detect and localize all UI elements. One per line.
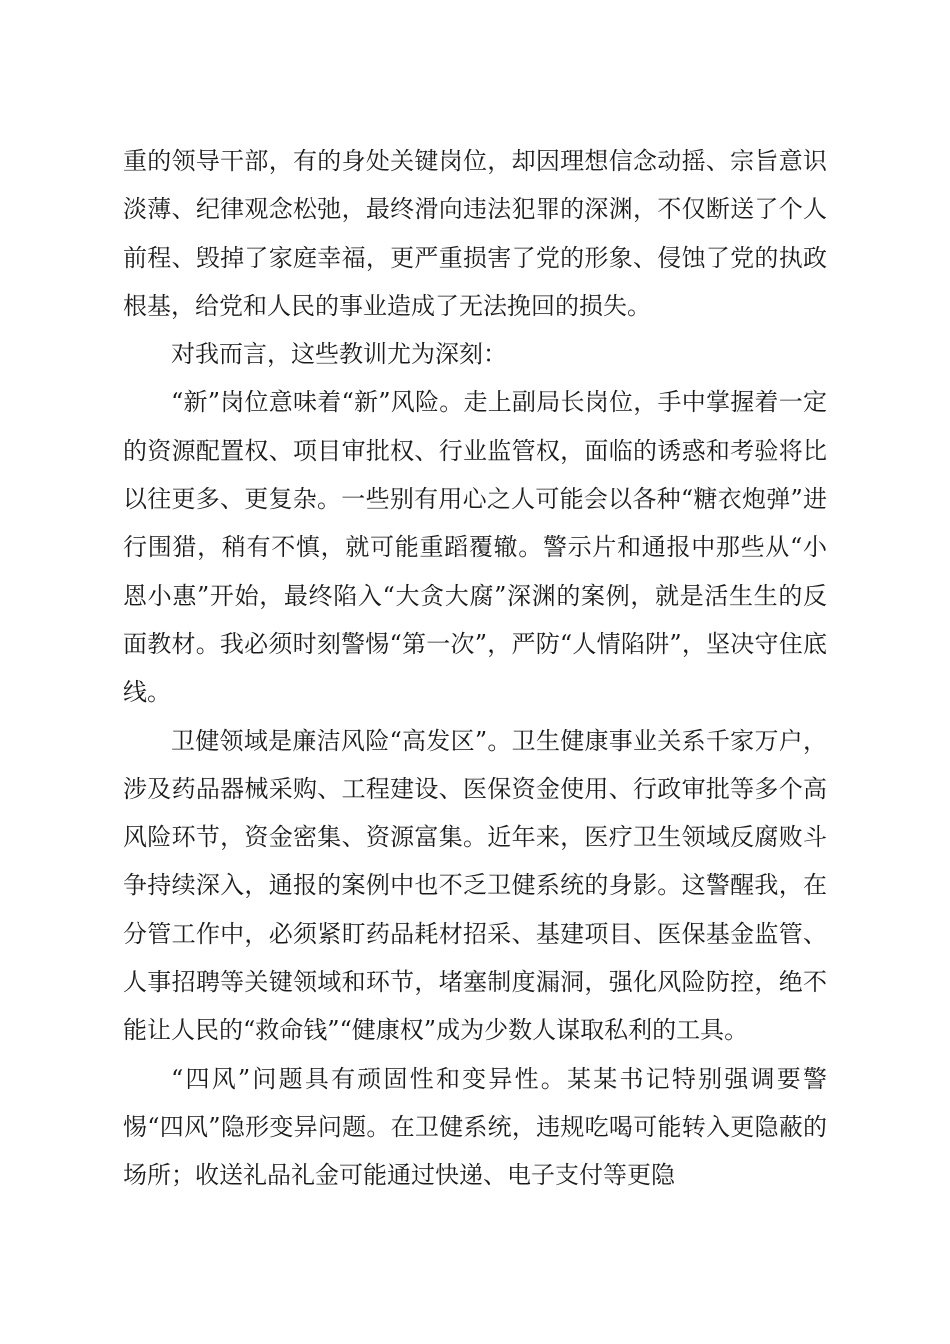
paragraph-lessons-intro: 对我而言，这些教训尤为深刻： <box>171 340 507 369</box>
paragraph-new-position-risk: “新”岗位意味着“新”风险。走上副局长岗位，手中掌握着一定的资源配置权、项目审批权、行业监管权，面临的诱惑和考验将比以往更多、更复杂。一些别有用心之人可能会以各种“糖衣炮弹”进行围猎，稍有不慎，就可能重蹈覆辙。警示片和通报中那些从“小恩小惠”开始，最终陷入“大贪大腐”深渊的案例，就是活生生的反面教材。我必须时刻警惕“第一次”，严防“人情陷阱”，坚决守住底线。 <box>123 388 827 707</box>
paragraph-four-winds: “四风”问题具有顽固性和变异性。某某书记特别强调要警惕“四风”隐形变异问题。在卫健系统，违规吃喝可能转入更隐蔽的场所；收送礼品礼金可能通过快递、电子支付等更隐 <box>123 1064 827 1190</box>
paragraph-health-sector-risk: 卫健领域是廉洁风险“高发区”。卫生健康事业关系千家万户，涉及药品器械采购、工程建设、医保资金使用、行政审批等多个高风险环节，资金密集、资源富集。近年来，医疗卫生领域反腐败斗争持续深入，通报的案例中也不乏卫健系统的身影。这警醒我，在分管工作中，必须紧盯药品耗材招采、基建项目、医保基金监管、人事招聘等关键领域和环节，堵塞制度漏洞，强化风险防控，绝不能让人民的“救命钱”“健康权”成为少数人谋取私利的工具。 <box>123 726 827 1045</box>
document-body <box>123 137 827 1200</box>
paragraph-continued: 重的领导干部，有的身处关键岗位，却因理想信念动摇、宗旨意识淡薄、纪律观念松弛，最终滑向违法犯罪的深渊，不仅断送了个人前程、毁掉了家庭幸福，更严重损害了党的形象、侵蚀了党的执政根基，给党和人民的事业造成了无法挽回的损失。 <box>123 147 827 320</box>
